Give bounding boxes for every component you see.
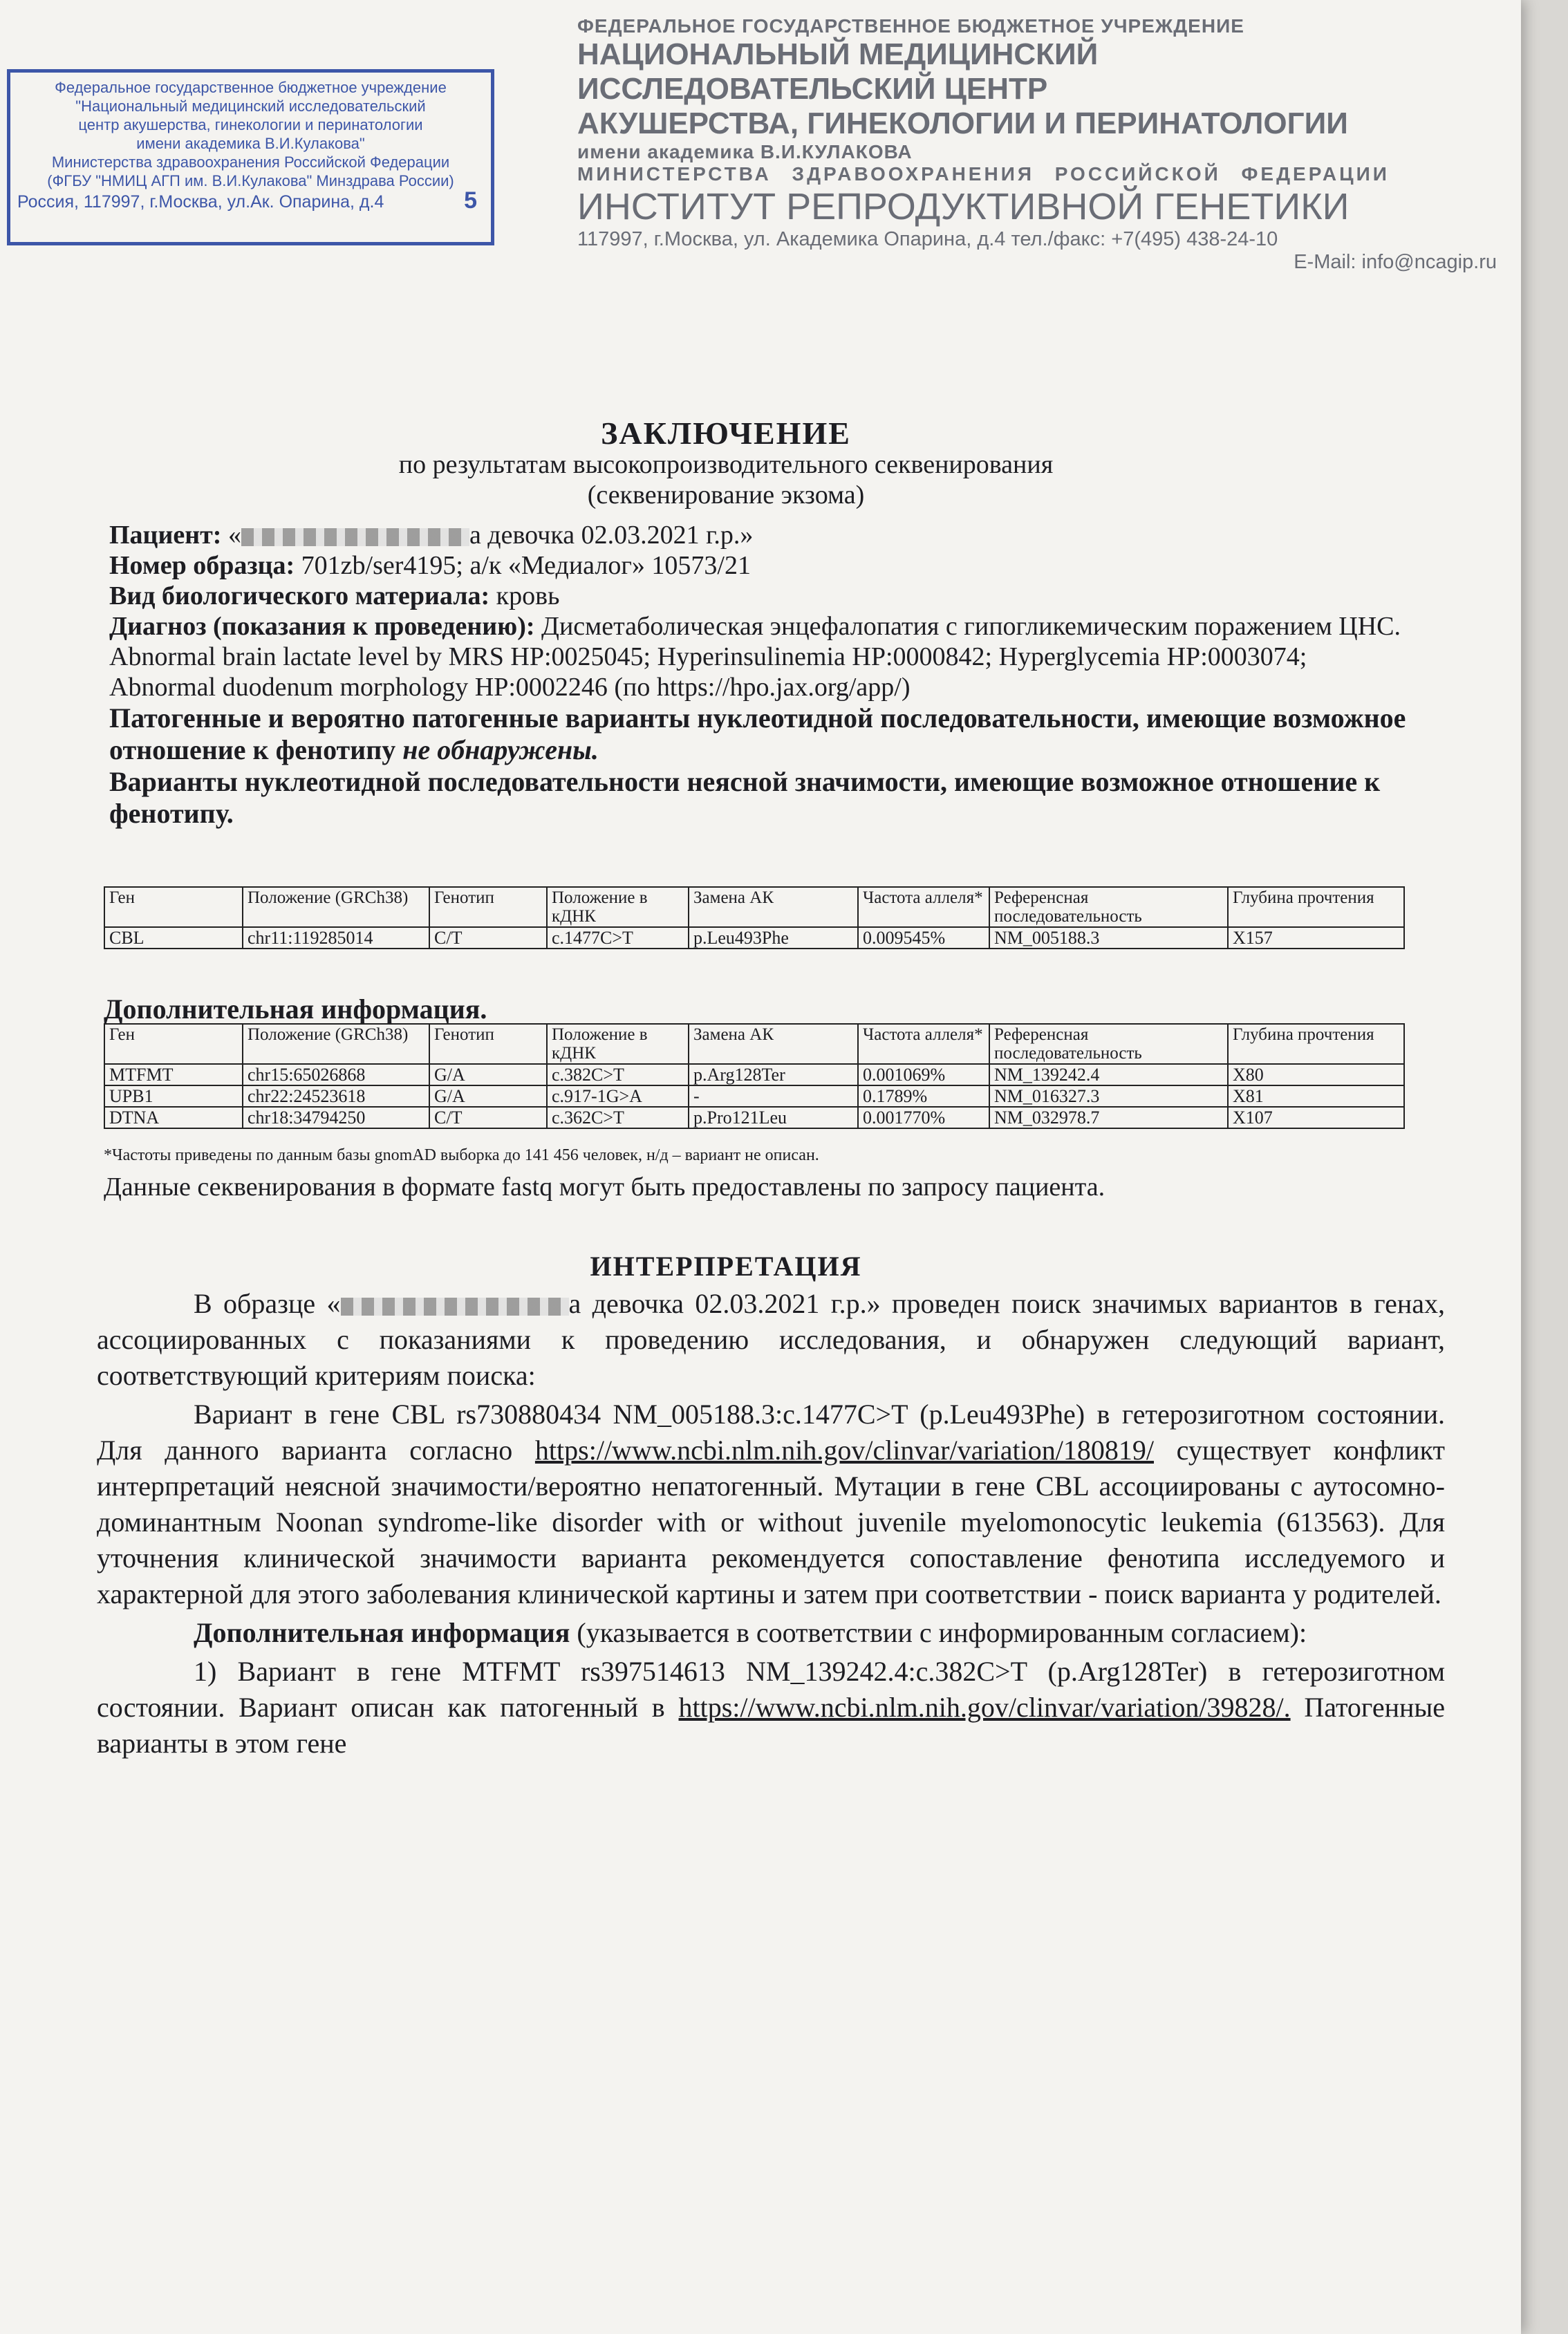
column-header: Положение (GRCh38)	[243, 887, 429, 927]
p4-text-b: Патогенные варианты в этом гене	[97, 1692, 1446, 1759]
clinvar-link[interactable]: https://www.ncbi.nlm.nih.gov/clinvar/variation/39828/.	[678, 1692, 1291, 1723]
patient-line	[109, 520, 1409, 550]
diagnosis-label: Диагноз (показания к проведению):	[109, 612, 535, 641]
redaction-block	[241, 528, 469, 546]
stamp-address	[17, 187, 484, 214]
stamp-line: "Национальный медицинский исследовательский	[75, 97, 426, 115]
column-header: Частота аллеля*	[858, 887, 989, 927]
letterhead-line: имени академика В.И.КУЛАКОВА	[577, 141, 913, 162]
column-header: Генотип	[429, 887, 547, 927]
table-cell: G/A	[429, 1085, 547, 1107]
letterhead-email: E-Mail: info@ncagip.ru	[1294, 251, 1497, 273]
table-cell: MTFMT	[104, 1064, 243, 1085]
table-cell: NM_032978.7	[989, 1107, 1228, 1128]
letterhead-line: МИНИСТЕРСТВА ЗДРАВООХРАНЕНИЯ РОССИЙСКОЙ ФЕДЕРАЦИИ	[577, 163, 1390, 185]
table-cell: chr11:119285014	[243, 927, 429, 949]
vus-section-title: Варианты нуклеотидной последовательности неясной значимости, имеющие возможное отношение к фенотипу.	[109, 766, 1381, 829]
material-value: кровь	[496, 581, 560, 610]
letterhead	[577, 15, 1497, 274]
table-cell: c.362C>T	[547, 1107, 689, 1128]
column-header: Замена АК	[689, 1024, 858, 1064]
table-row	[104, 1085, 1404, 1107]
table-row	[104, 1107, 1404, 1128]
sample-line	[109, 550, 1409, 581]
paragraph	[97, 1286, 1445, 1394]
table-cell: -	[689, 1085, 858, 1107]
table-cell: c.1477C>T	[547, 927, 689, 949]
additional-section-title: Дополнительная информация.	[104, 993, 487, 1025]
pathogenic-statement	[109, 702, 1409, 766]
table-row	[104, 927, 1404, 949]
column-header: Замена АК	[689, 887, 858, 927]
stamp-line: центр акушерства, гинекологии и перинатологии	[78, 116, 423, 133]
stamp-line: (ФГБУ "НМИЦ АГП им. В.И.Кулакова" Минздрава России)	[47, 172, 454, 189]
pathogenic-text: Патогенные и вероятно патогенные варианты нуклеотидной последовательности, имеющие возможное отношение к фенотипу	[109, 702, 1406, 765]
table-cell: NM_139242.4	[989, 1064, 1228, 1085]
pathogenic-result: не обнаружены.	[402, 734, 599, 765]
stamp-line: Федеральное государственное бюджетное учреждение	[55, 79, 447, 96]
column-header: Положение (GRCh38)	[243, 1024, 429, 1064]
patient-value-start: «	[227, 521, 241, 550]
table-cell: p.Arg128Ter	[689, 1064, 858, 1085]
table-cell: C/T	[429, 1107, 547, 1128]
column-header: Генотип	[429, 1024, 547, 1064]
p2-text-b: существует конфликт интерпретаций неясной значимости/вероятно непатогенный. Мутации в гене CBL ассоциированы с аутосомно-доминантным Noonan syndrome-like disorder with or without juvenile myelomonocytic leukemia (613563). Для уточнения клинической значимости варианта рекомендуется сопоставление фенотипа исследуемого и характерной для этого заболевания клинической картины и затем при соответствии - поиск варианта у родителей.	[97, 1435, 1445, 1609]
sample-value: 701zb/ser4195; а/к «Медиалог» 10573/21	[301, 551, 751, 580]
subtitle-line: по результатам высокопроизводительного секвенирования	[398, 450, 1054, 479]
table-cell: 0.001069%	[858, 1064, 989, 1085]
p1-start: В образце «	[194, 1288, 341, 1319]
material-line	[109, 581, 1409, 611]
subtitle-line: (секвенирование экзома)	[587, 480, 865, 510]
diagnosis-line	[109, 611, 1409, 702]
sample-label: Номер образца:	[109, 551, 295, 580]
table-cell: 0.1789%	[858, 1085, 989, 1107]
letterhead-line: АКУШЕРСТВА, ГИНЕКОЛОГИИ И ПЕРИНАТОЛОГИИ	[577, 106, 1348, 140]
table-header-row	[104, 1024, 1404, 1064]
letterhead-line: ФЕДЕРАЛЬНОЕ ГОСУДАРСТВЕННОЕ БЮДЖЕТНОЕ УЧРЕЖДЕНИЕ	[577, 15, 1244, 37]
material-label: Вид биологического материала:	[109, 581, 490, 610]
p2-text-a: Вариант в гене CBL rs730880434 NM_005188.3:c.1477C>T (p.Leu493Phe) в гетерозиготном состоянии. Для данного варианта согласно	[97, 1399, 1445, 1466]
paragraph	[97, 1654, 1445, 1762]
stamp-line: имени академика В.И.Кулакова"	[136, 135, 365, 152]
table-cell: X107	[1228, 1107, 1404, 1128]
column-header: Положение в кДНК	[547, 1024, 689, 1064]
p3-rest: (указывается в соответствии с информированным согласием):	[577, 1617, 1307, 1648]
fastq-note: Данные секвенирования в формате fastq могут быть предоставлены по запросу пациента.	[104, 1173, 1105, 1202]
table-cell: 0.009545%	[858, 927, 989, 949]
p3-bold: Дополнительная информация	[194, 1617, 570, 1648]
table-cell: X80	[1228, 1064, 1404, 1085]
table-cell: p.Pro121Leu	[689, 1107, 858, 1128]
table-cell: c.917-1G>A	[547, 1085, 689, 1107]
document-subtitle	[0, 449, 1452, 510]
vus-table	[104, 886, 1405, 949]
patient-info	[109, 520, 1409, 830]
paragraph	[97, 1397, 1445, 1612]
table-cell: DTNA	[104, 1107, 243, 1128]
column-header: Ген	[104, 887, 243, 927]
table-cell: X157	[1228, 927, 1404, 949]
column-header: Референсная последовательность	[989, 1024, 1228, 1064]
table-cell: X81	[1228, 1085, 1404, 1107]
table-cell: NM_005188.3	[989, 927, 1228, 949]
table-cell: 0.001770%	[858, 1107, 989, 1128]
clinvar-link[interactable]: https://www.ncbi.nlm.nih.gov/clinvar/variation/180819/	[534, 1435, 1154, 1466]
table-cell: G/A	[429, 1064, 547, 1085]
table-cell: chr22:24523618	[243, 1085, 429, 1107]
institute-name: ИНСТИТУТ РЕПРОДУКТИВНОЙ ГЕНЕТИКИ	[577, 186, 1350, 227]
footnote: *Частоты приведены по данным базы gnomAD выборка до 141 456 человек, н/д – вариант не описан.	[104, 1146, 819, 1164]
table-header-row	[104, 887, 1404, 927]
table-cell: CBL	[104, 927, 243, 949]
redaction-block	[341, 1298, 569, 1316]
table-row	[104, 1064, 1404, 1085]
additional-table	[104, 1023, 1405, 1129]
table-cell: chr15:65026868	[243, 1064, 429, 1085]
p1-end: а девочка 02.03.2021 г.р.» проведен поиск значимых вариантов в генах, ассоциированных с показаниями к проведению исследования, и обнаружен следующий вариант, соответствующий критериям поиска:	[97, 1288, 1445, 1391]
column-header: Частота аллеля*	[858, 1024, 989, 1064]
p4-text-a: 1) Вариант в гене MTFMT rs397514613 NM_139242.4:c.382C>T (p.Arg128Ter) в гетерозиготном состоянии. Вариант описан как патогенный в	[97, 1656, 1446, 1723]
column-header: Глубина прочтения	[1228, 887, 1404, 927]
stamp-number: 5	[464, 187, 477, 214]
diagnosis-value: Дисметаболическая энцефалопатия с гипогликемическим поражением ЦНС. Abnormal brain lactate level by MRS HP:0025045; Hyperinsulinemia HP:0000842; Hyperglycemia HP:0003074; Abnormal duodenum morphology HP:0002246 (по https://hpo.jax.org/app/)	[109, 612, 1401, 702]
letterhead-line: НАЦИОНАЛЬНЫЙ МЕДИЦИНСКИЙ	[577, 37, 1099, 71]
patient-label: Пациент:	[109, 521, 222, 550]
column-header: Положение в кДНК	[547, 887, 689, 927]
table-cell: UPB1	[104, 1085, 243, 1107]
table-cell: C/T	[429, 927, 547, 949]
paragraph	[97, 1615, 1445, 1651]
letterhead-address: 117997, г.Москва, ул. Академика Опарина, д.4 тел./факс: +7(495) 438-24-10	[577, 228, 1278, 250]
stamp-address-text: Россия, 117997, г.Москва, ул.Ак. Опарина, д.4	[17, 192, 384, 212]
document-title: ЗАКЛЮЧЕНИЕ	[601, 416, 851, 451]
patient-value-end: а девочка 02.03.2021 г.р.»	[469, 521, 754, 550]
table-cell: c.382C>T	[547, 1064, 689, 1085]
table-cell: chr18:34794250	[243, 1107, 429, 1128]
column-header: Референсная последовательность	[989, 887, 1228, 927]
institution-stamp	[7, 69, 494, 245]
stamp-line: Министерства здравоохранения Российской Федерации	[51, 153, 450, 171]
interpretation-body	[97, 1286, 1445, 1764]
table-cell: p.Leu493Phe	[689, 927, 858, 949]
column-header: Глубина прочтения	[1228, 1024, 1404, 1064]
interpretation-title: ИНТЕРПРЕТАЦИЯ	[590, 1251, 862, 1282]
letterhead-line: ИССЛЕДОВАТЕЛЬСКИЙ ЦЕНТР	[577, 72, 1048, 106]
table-cell: NM_016327.3	[989, 1085, 1228, 1107]
column-header: Ген	[104, 1024, 243, 1064]
